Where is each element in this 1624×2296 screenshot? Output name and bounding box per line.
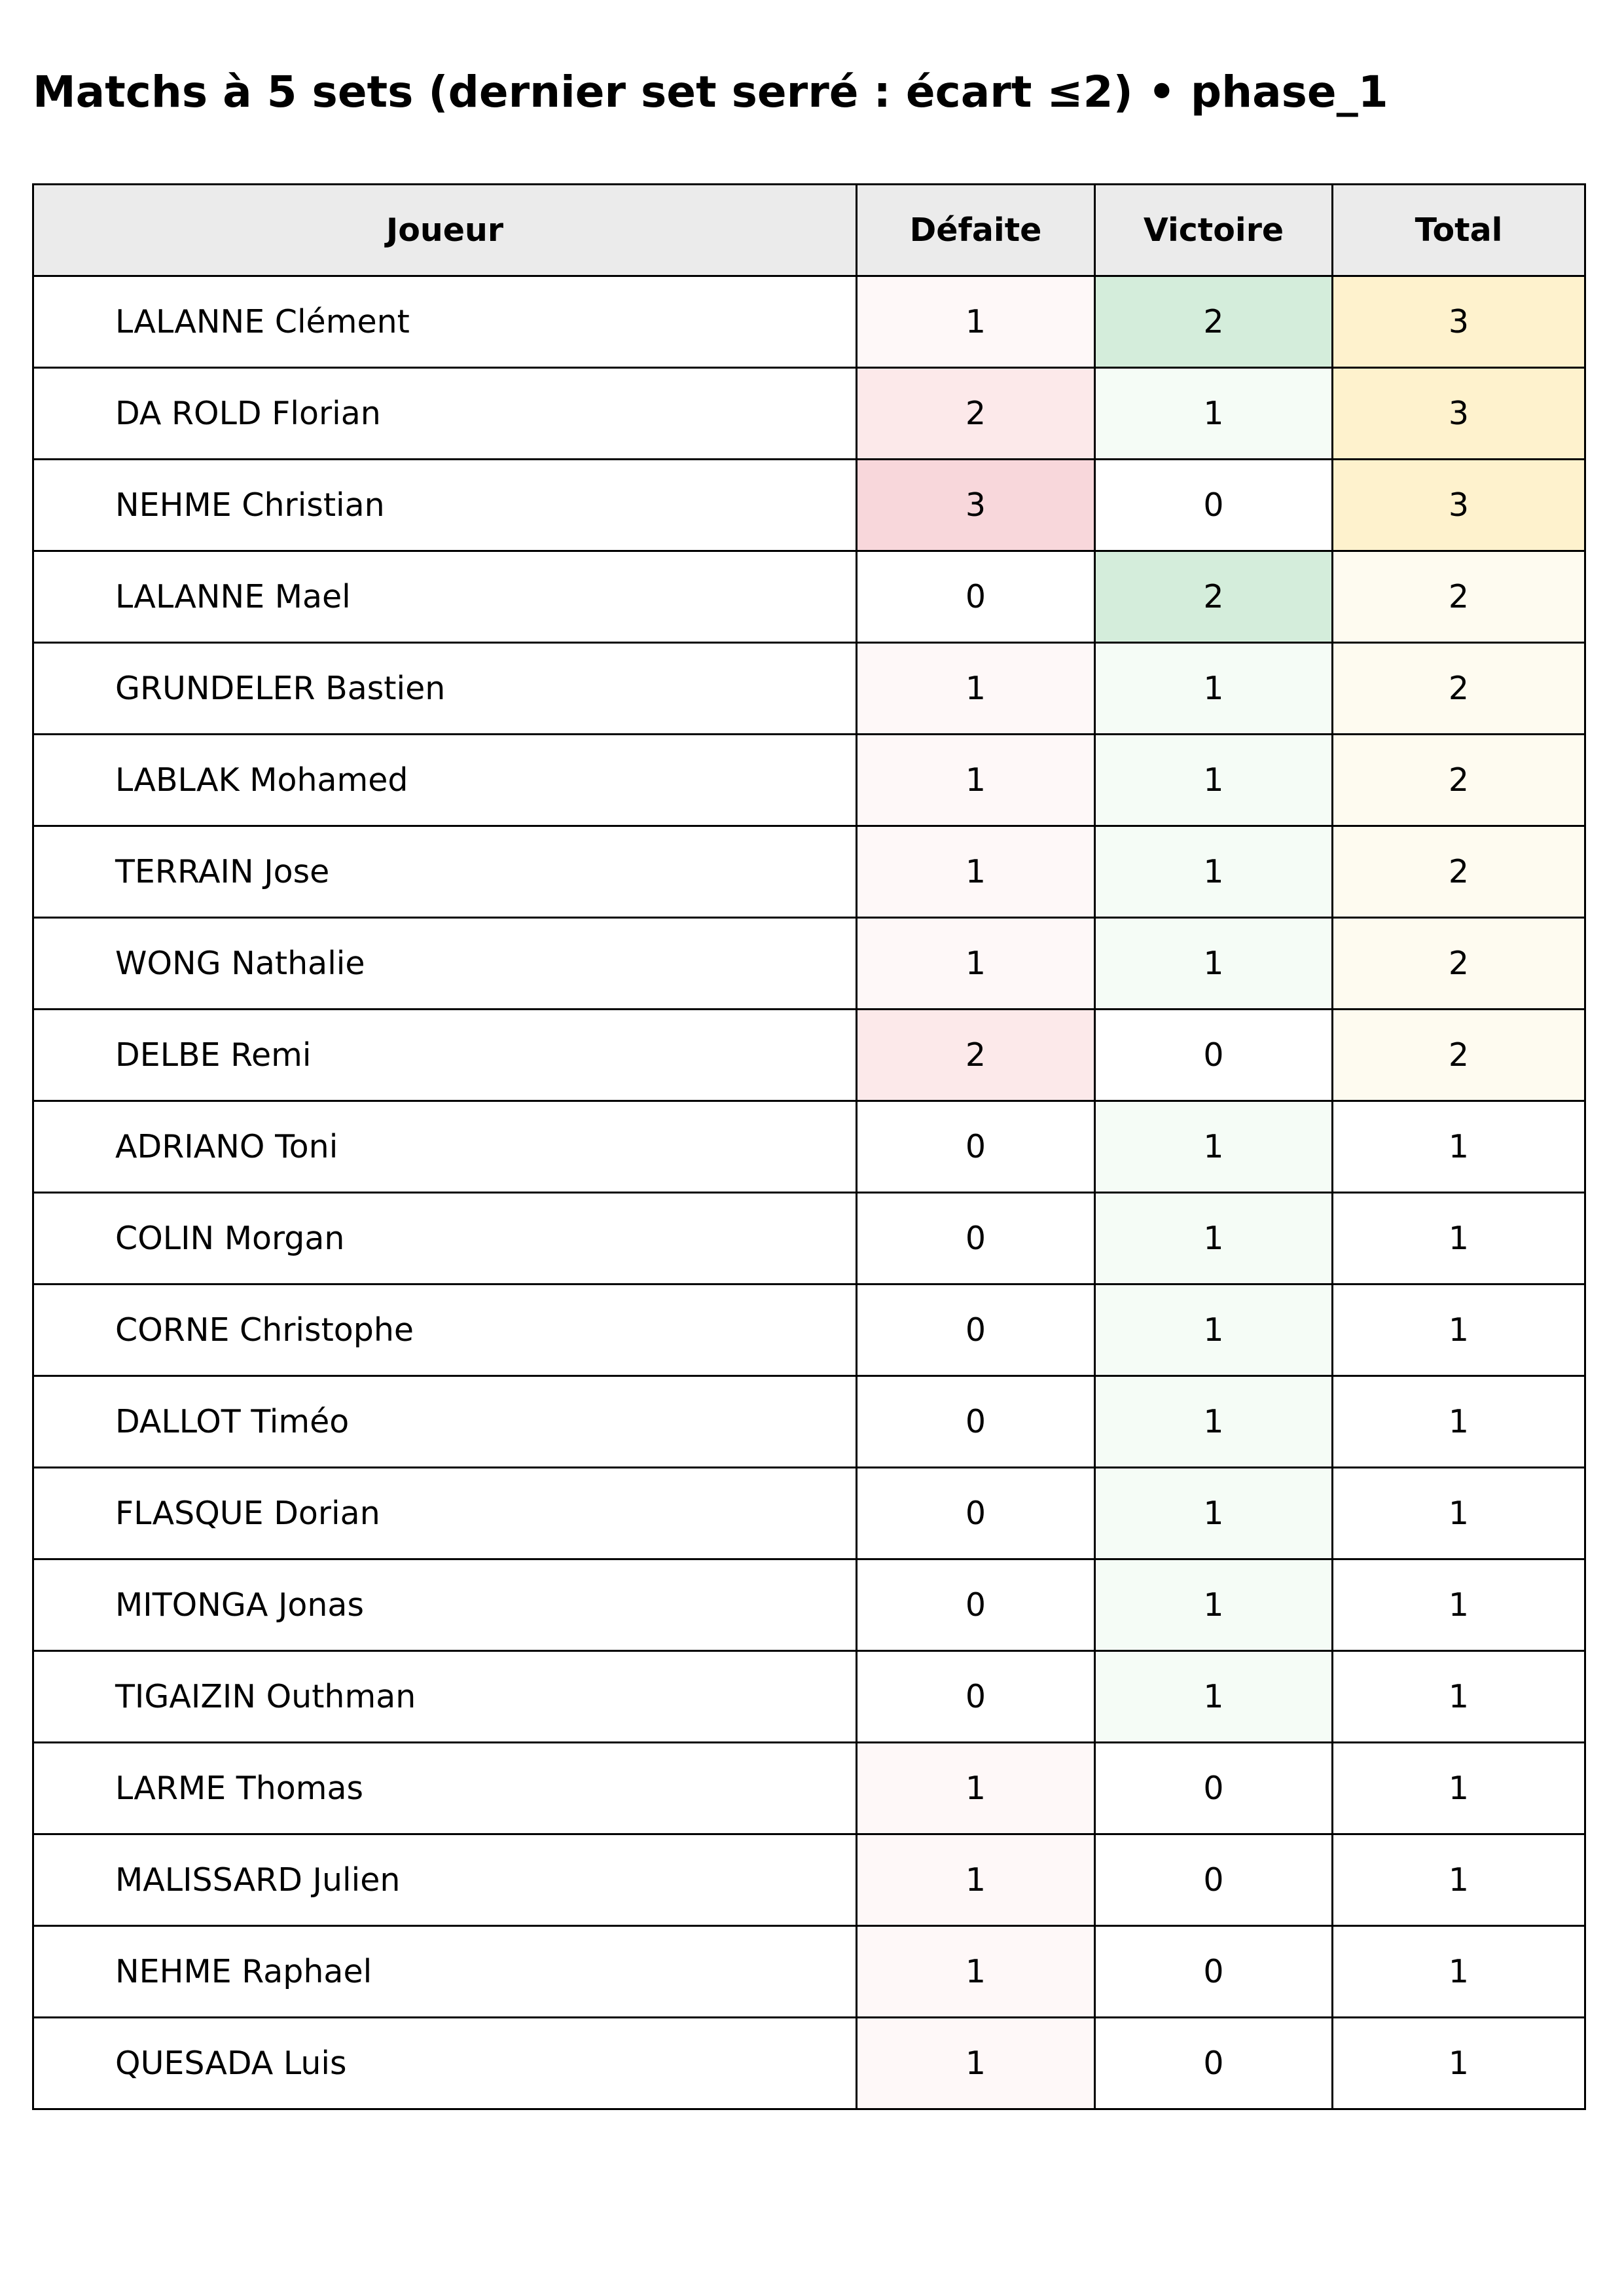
victoire-cell: 0 — [1095, 1926, 1333, 2018]
player-name-cell: DA ROLD Florian — [33, 368, 857, 460]
table-row — [33, 1101, 1585, 1193]
table-row — [33, 1193, 1585, 1285]
table-row — [33, 551, 1585, 643]
table-row — [33, 2018, 1585, 2109]
total-cell: 1 — [1333, 1834, 1585, 1926]
victoire-cell: 1 — [1095, 643, 1333, 735]
total-cell: 1 — [1333, 1926, 1585, 2018]
total-cell: 3 — [1333, 276, 1585, 368]
player-name-cell: LABLAK Mohamed — [33, 735, 857, 826]
victoire-cell: 1 — [1095, 1559, 1333, 1651]
defaite-cell: 3 — [857, 460, 1095, 551]
victoire-cell: 1 — [1095, 918, 1333, 1010]
total-cell: 1 — [1333, 1101, 1585, 1193]
total-cell: 2 — [1333, 735, 1585, 826]
table-row — [33, 1468, 1585, 1559]
defaite-cell: 0 — [857, 1376, 1095, 1468]
player-name-cell: TIGAIZIN Outhman — [33, 1651, 857, 1743]
table-row — [33, 276, 1585, 368]
defaite-cell: 0 — [857, 1651, 1095, 1743]
player-name-cell: TERRAIN Jose — [33, 826, 857, 918]
table-title: Matchs à 5 sets (dernier set serré : écart ≤2) • phase_1 — [33, 67, 1388, 117]
victoire-cell: 1 — [1095, 1468, 1333, 1559]
victoire-cell: 1 — [1095, 1376, 1333, 1468]
total-cell: 1 — [1333, 1743, 1585, 1834]
table-row — [33, 1743, 1585, 1834]
total-cell: 2 — [1333, 826, 1585, 918]
victoire-cell: 0 — [1095, 460, 1333, 551]
header-total: Total — [1333, 185, 1585, 276]
table-row — [33, 1834, 1585, 1926]
player-name-cell: NEHME Christian — [33, 460, 857, 551]
header-victoire: Victoire — [1095, 185, 1333, 276]
defaite-cell: 0 — [857, 1559, 1095, 1651]
victoire-cell: 2 — [1095, 276, 1333, 368]
table-row — [33, 1010, 1585, 1101]
player-name-cell: DALLOT Timéo — [33, 1376, 857, 1468]
table-row — [33, 826, 1585, 918]
total-cell: 3 — [1333, 368, 1585, 460]
table-body — [33, 276, 1585, 2109]
defaite-cell: 0 — [857, 551, 1095, 643]
total-cell: 1 — [1333, 1285, 1585, 1376]
defaite-cell: 0 — [857, 1285, 1095, 1376]
total-cell: 1 — [1333, 1651, 1585, 1743]
table-row — [33, 735, 1585, 826]
table-row — [33, 1651, 1585, 1743]
header-defaite: Défaite — [857, 185, 1095, 276]
total-cell: 1 — [1333, 1468, 1585, 1559]
total-cell: 1 — [1333, 2018, 1585, 2109]
player-name-cell: ADRIANO Toni — [33, 1101, 857, 1193]
table-row — [33, 1926, 1585, 2018]
defaite-cell: 0 — [857, 1101, 1095, 1193]
defaite-cell: 1 — [857, 826, 1095, 918]
victoire-cell: 1 — [1095, 735, 1333, 826]
player-name-cell: COLIN Morgan — [33, 1193, 857, 1285]
defaite-cell: 1 — [857, 643, 1095, 735]
victoire-cell: 0 — [1095, 1010, 1333, 1101]
total-cell: 1 — [1333, 1376, 1585, 1468]
player-name-cell: FLASQUE Dorian — [33, 1468, 857, 1559]
victoire-cell: 0 — [1095, 1834, 1333, 1926]
defaite-cell: 2 — [857, 1010, 1095, 1101]
defaite-cell: 1 — [857, 1743, 1095, 1834]
table-row — [33, 368, 1585, 460]
player-name-cell: WONG Nathalie — [33, 918, 857, 1010]
defaite-cell: 1 — [857, 918, 1095, 1010]
total-cell: 1 — [1333, 1193, 1585, 1285]
table-row — [33, 1285, 1585, 1376]
table-row — [33, 1559, 1585, 1651]
total-cell: 2 — [1333, 918, 1585, 1010]
total-cell: 2 — [1333, 551, 1585, 643]
defaite-cell: 1 — [857, 735, 1095, 826]
table-row — [33, 460, 1585, 551]
player-name-cell: LALANNE Clément — [33, 276, 857, 368]
player-name-cell: MALISSARD Julien — [33, 1834, 857, 1926]
player-name-cell: LALANNE Mael — [33, 551, 857, 643]
header-joueur: Joueur — [33, 185, 857, 276]
defaite-cell: 1 — [857, 1834, 1095, 1926]
victoire-cell: 1 — [1095, 1285, 1333, 1376]
victoire-cell: 0 — [1095, 1743, 1333, 1834]
defaite-cell: 1 — [857, 2018, 1095, 2109]
player-name-cell: QUESADA Luis — [33, 2018, 857, 2109]
defaite-cell: 0 — [857, 1193, 1095, 1285]
player-name-cell: DELBE Remi — [33, 1010, 857, 1101]
victoire-cell: 0 — [1095, 2018, 1333, 2109]
table-row — [33, 643, 1585, 735]
victoire-cell: 1 — [1095, 368, 1333, 460]
victoire-cell: 1 — [1095, 1101, 1333, 1193]
total-cell: 2 — [1333, 1010, 1585, 1101]
stats-table — [32, 183, 1584, 2110]
player-name-cell: MITONGA Jonas — [33, 1559, 857, 1651]
defaite-cell: 0 — [857, 1468, 1095, 1559]
victoire-cell: 2 — [1095, 551, 1333, 643]
total-cell: 3 — [1333, 460, 1585, 551]
player-name-cell: CORNE Christophe — [33, 1285, 857, 1376]
defaite-cell: 1 — [857, 276, 1095, 368]
player-name-cell: LARME Thomas — [33, 1743, 857, 1834]
player-name-cell: NEHME Raphael — [33, 1926, 857, 2018]
header-row — [33, 185, 1585, 276]
total-cell: 2 — [1333, 643, 1585, 735]
table-row — [33, 918, 1585, 1010]
defaite-cell: 1 — [857, 1926, 1095, 2018]
table-row — [33, 1376, 1585, 1468]
victoire-cell: 1 — [1095, 1651, 1333, 1743]
defaite-cell: 2 — [857, 368, 1095, 460]
victoire-cell: 1 — [1095, 1193, 1333, 1285]
player-name-cell: GRUNDELER Bastien — [33, 643, 857, 735]
total-cell: 1 — [1333, 1559, 1585, 1651]
victoire-cell: 1 — [1095, 826, 1333, 918]
